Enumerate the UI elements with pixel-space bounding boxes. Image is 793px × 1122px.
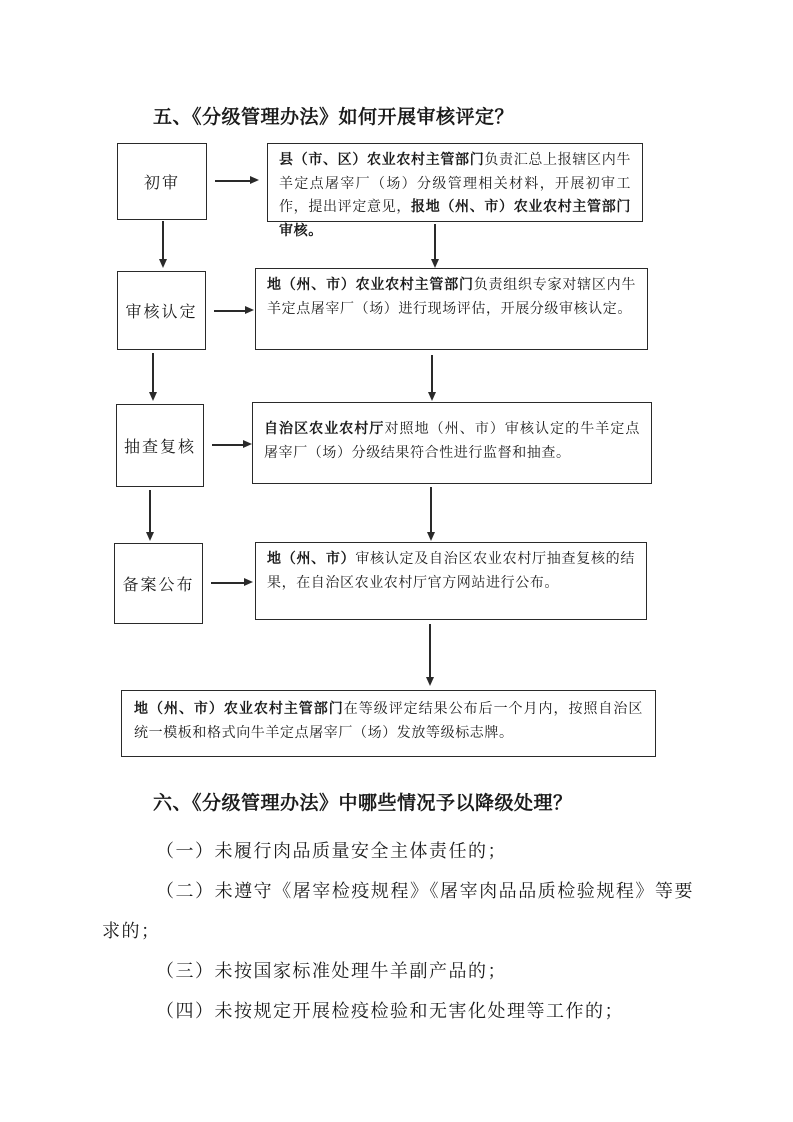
flow-step-label: 抽查复核 bbox=[123, 439, 196, 456]
flow-desc-text-3: 自治区农业农村厅对照地（州、市）审核认定的牛羊定点屠宰厂（场）分级结果符合性进行监督和抽查。 bbox=[264, 422, 640, 461]
flow-desc-text-1: 县（市、区）农业农村主管部门负责汇总上报辖区内牛羊定点屠宰厂（场）分级管理相关材料，开展初审工作，提出评定意见，报地（州、市）农业农村主管部门审核。 bbox=[279, 153, 632, 239]
downgrade-item-1: （一）未履行肉品质量安全主体责任的； bbox=[156, 841, 507, 861]
section5-title: 五、《分级管理办法》如何开展审核评定？ bbox=[153, 107, 515, 128]
arrow-down-icon bbox=[152, 353, 154, 393]
flow-desc-text-4: 地（州、市）审核认定及自治区农业农村厅抽查复核的结果，在自治区农业农村厅官方网站进行公布。 bbox=[267, 552, 635, 591]
arrow-right-icon bbox=[211, 582, 245, 584]
arrow-down-icon bbox=[149, 490, 151, 533]
flow-desc-box-3 bbox=[252, 402, 652, 484]
flow-step-box-initial-review bbox=[117, 143, 207, 220]
flow-step-label: 初审 bbox=[143, 175, 180, 192]
section6-title: 六、《分级管理办法》中哪些情况予以降级处理？ bbox=[153, 793, 573, 814]
flow-step-label: 审核认定 bbox=[125, 304, 198, 321]
arrow-down-icon bbox=[431, 355, 433, 393]
arrow-down-icon bbox=[434, 224, 436, 260]
result-note-box bbox=[121, 690, 656, 757]
result-note-text: 地（州、市）农业农村主管部门在等级评定结果公布后一个月内，按照自治区统一模板和格式向牛羊定点屠宰厂（场）发放等级标志牌。 bbox=[134, 702, 643, 741]
flow-step-box-spot-check bbox=[116, 404, 204, 487]
arrow-down-icon bbox=[162, 221, 164, 260]
flow-desc-box-2 bbox=[255, 268, 648, 350]
arrow-down-icon bbox=[429, 624, 431, 678]
downgrade-item-3: （三）未按国家标准处理牛羊副产品的； bbox=[156, 961, 507, 981]
arrow-right-icon bbox=[215, 180, 251, 182]
flow-desc-box-1 bbox=[267, 143, 643, 239]
arrow-right-icon bbox=[214, 310, 246, 312]
flow-step-box-record-publish bbox=[114, 543, 203, 624]
downgrade-item-4: （四）未按规定开展检疫检验和无害化处理等工作的； bbox=[156, 1001, 624, 1021]
flow-step-box-review-confirm bbox=[117, 271, 206, 350]
arrow-right-icon bbox=[212, 444, 244, 446]
flow-desc-box-4 bbox=[255, 542, 647, 620]
flow-desc-text-2: 地（州、市）农业农村主管部门负责组织专家对辖区内牛羊定点屠宰厂（场）进行现场评估，开展分级审核认定。 bbox=[267, 278, 636, 317]
arrow-down-icon bbox=[430, 487, 432, 533]
flow-step-label: 备案公布 bbox=[122, 577, 195, 594]
downgrade-item-2: （二）未遵守《屠宰检疫规程》《屠宰肉品品质检验规程》等要求的； bbox=[102, 881, 694, 941]
downgrade-items bbox=[102, 831, 694, 1031]
